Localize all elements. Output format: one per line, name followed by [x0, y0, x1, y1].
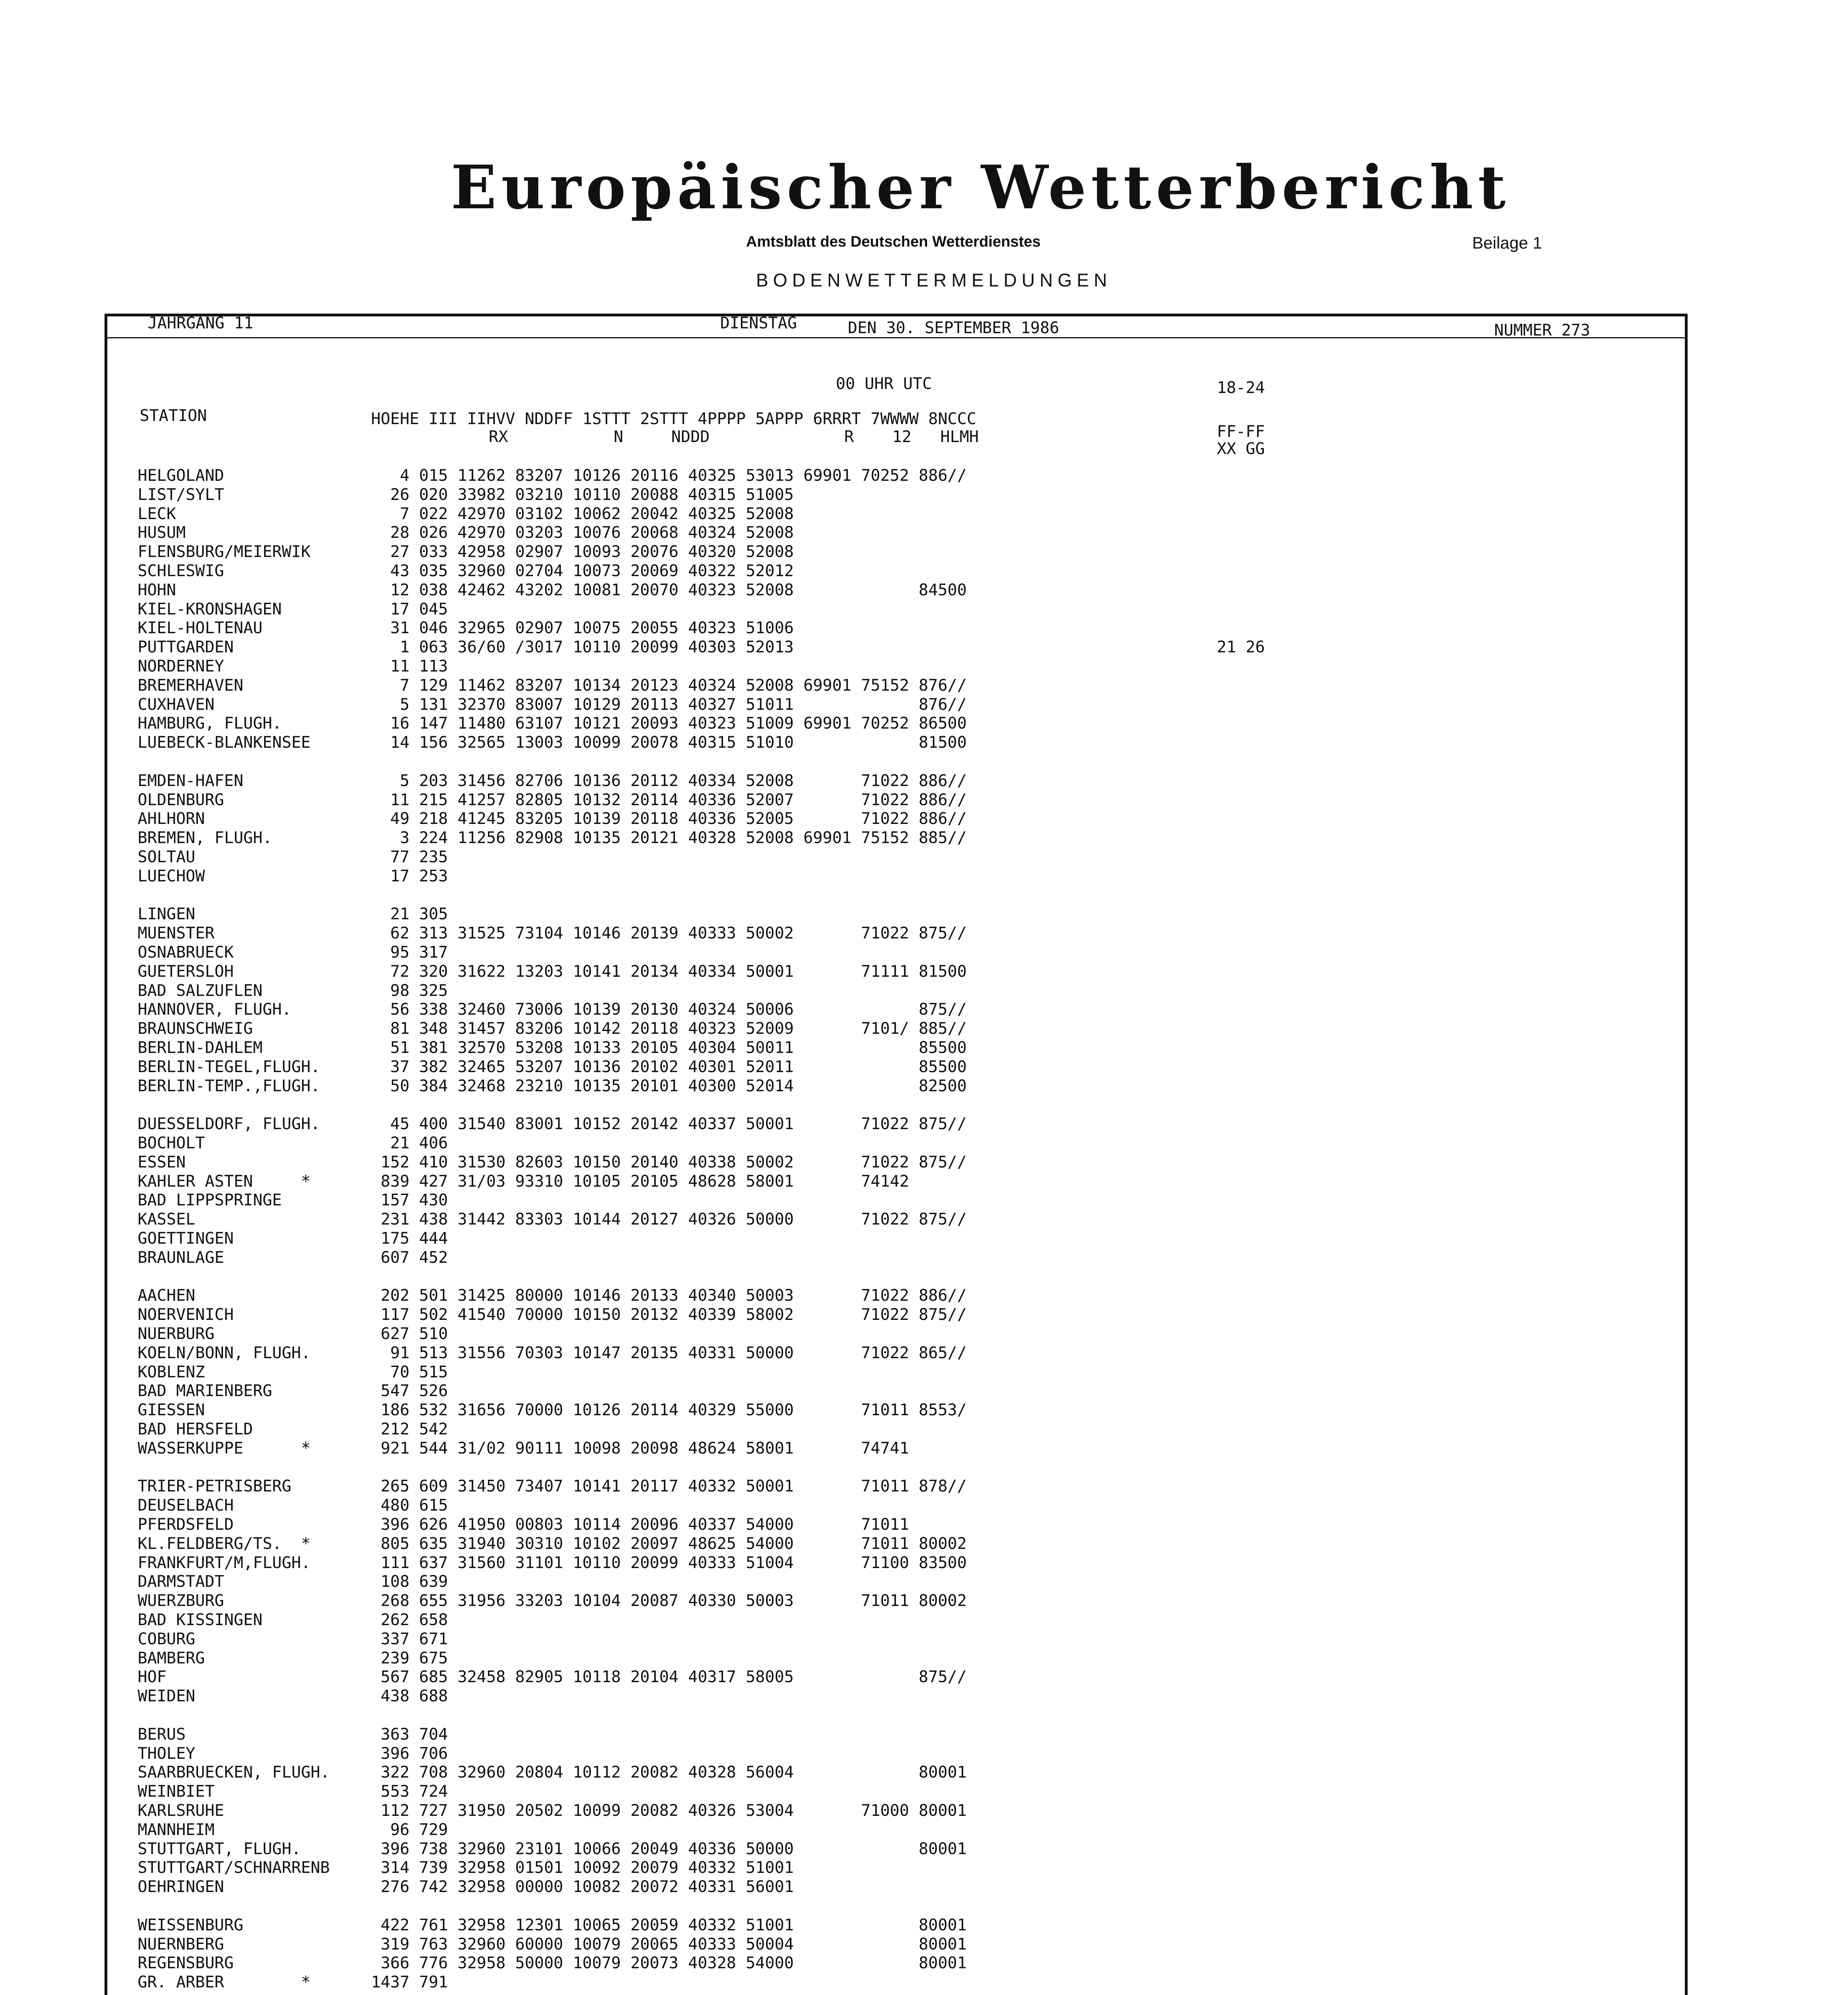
station-observation-codes: 363 704	[371, 1725, 448, 1744]
station-observation-codes: 37 382 32465 53207 10136 20102 40301 52011 85500	[371, 1058, 967, 1076]
station-name: BRAUNLAGE	[138, 1248, 224, 1267]
station-name: BERLIN-TEGEL,FLUGH.	[138, 1058, 320, 1076]
station-name: REGENSBURG	[138, 1954, 234, 1972]
station-observation-codes: 438 688	[371, 1687, 448, 1705]
station-observation-codes: 186 532 31656 70000 10126 20114 40329 55000 71011 8553/	[371, 1401, 967, 1419]
station-observation-codes: 17 253	[371, 867, 448, 885]
station-name: KOELN/BONN, FLUGH.	[138, 1344, 311, 1362]
wind-gust-values: 21 26	[1217, 638, 1265, 656]
station-name: HAMBURG, FLUGH.	[138, 714, 282, 733]
station-name: WEIDEN	[138, 1687, 195, 1705]
station-observation-codes: 314 739 32958 01501 10092 20079 40332 51001	[371, 1859, 794, 1877]
supplement-label: Beilage 1	[1472, 233, 1542, 252]
station-observation-codes: 43 035 32960 02704 10073 20069 40322 52012	[371, 562, 794, 580]
station-name: WASSERKUPPE *	[138, 1439, 311, 1458]
station-observation-codes: 98 325	[371, 982, 448, 1000]
station-observation-codes: 4 015 11262 83207 10126 20116 40325 53013 69901 70252 886//	[371, 466, 967, 485]
station-name: BREMERHAVEN	[138, 676, 243, 695]
station-observation-codes: 212 542	[371, 1420, 448, 1438]
station-observation-codes: 50 384 32468 23210 10135 20101 40300 52014 82500	[371, 1077, 967, 1095]
station-observation-codes: 265 609 31450 73407 10141 20117 40332 50001 71011 878//	[371, 1477, 967, 1495]
station-observation-codes: 553 724	[371, 1782, 448, 1801]
station-observation-codes: 108 639	[371, 1572, 448, 1591]
station-observation-codes: 322 708 32960 20804 10112 20082 40328 56004 80001	[371, 1763, 967, 1782]
station-name: MUENSTER	[138, 924, 215, 942]
station-observation-codes: 5 203 31456 82706 10136 20112 40334 52008 71022 886//	[371, 772, 967, 790]
station-name: FRANKFURT/M,FLUGH.	[138, 1554, 311, 1572]
station-name: BOCHOLT	[138, 1134, 205, 1152]
station-name: THOLEY	[138, 1744, 195, 1763]
volume-label: JAHRGANG 11	[148, 314, 253, 332]
date-label: DEN 30. SEPTEMBER 1986	[848, 319, 1059, 337]
station-observation-codes: 62 313 31525 73104 10146 20139 40333 50002 71022 875//	[371, 924, 967, 942]
station-name: LECK	[138, 505, 176, 523]
station-observation-codes: 7 022 42970 03102 10062 20042 40325 52008	[371, 505, 794, 523]
station-observation-codes: 26 020 33982 03210 10110 20088 40315 51005	[371, 486, 794, 504]
station-name: KAHLER ASTEN *	[138, 1172, 311, 1191]
station-observation-codes: 319 763 32960 60000 10079 20065 40333 50004 80001	[371, 1935, 967, 1954]
issue-number: NUMMER 273	[1494, 321, 1590, 340]
station-name: EMDEN-HAFEN	[138, 772, 243, 790]
station-name: KIEL-HOLTENAU	[138, 619, 263, 637]
station-name: BERLIN-DAHLEM	[138, 1039, 263, 1057]
station-observation-codes: 627 510	[371, 1325, 448, 1343]
station-observation-codes: 12 038 42462 43202 10081 20070 40323 52008 84500	[371, 581, 967, 599]
station-observation-codes: 21 406	[371, 1134, 448, 1152]
station-column-header: STATION	[140, 407, 207, 425]
station-name: AHLHORN	[138, 810, 205, 828]
station-observation-codes: 49 218 41245 83205 10139 20118 40336 52005 71022 886//	[371, 810, 967, 828]
station-name: PFERDSFELD	[138, 1515, 234, 1534]
code-column-subheaders: RX N NDDD R 12 HLMH	[489, 428, 979, 446]
station-name: KOBLENZ	[138, 1363, 205, 1381]
station-name: KIEL-KRONSHAGEN	[138, 600, 282, 618]
station-observation-codes: 21 305	[371, 905, 448, 923]
station-observation-codes: 31 046 32965 02907 10075 20055 40323 51006	[371, 619, 794, 637]
station-observation-codes: 396 626 41950 00803 10114 20096 40337 54000 71011	[371, 1515, 909, 1534]
station-observation-codes: 337 671	[371, 1630, 448, 1648]
station-name: STUTTGART/SCHNARRENB	[138, 1859, 330, 1877]
station-name: KASSEL	[138, 1210, 195, 1229]
station-observation-codes: 91 513 31556 70303 10147 20135 40331 50000 71022 865//	[371, 1344, 967, 1362]
station-observation-codes: 77 235	[371, 848, 448, 866]
station-observation-codes: 3 224 11256 82908 10135 20121 40328 52008 69901 75152 885//	[371, 829, 967, 847]
station-observation-codes: 45 400 31540 83001 10152 20142 40337 50001 71022 875//	[371, 1115, 967, 1133]
station-observation-codes: 157 430	[371, 1191, 448, 1209]
station-observation-codes: 202 501 31425 80000 10146 20133 40340 50003 71022 886//	[371, 1286, 967, 1305]
station-observation-codes: 96 729	[371, 1821, 448, 1839]
station-observation-codes: 95 317	[371, 943, 448, 962]
station-observation-codes: 16 147 11480 63107 10121 20093 40323 51009 69901 70252 86500	[371, 714, 967, 733]
station-observation-codes: 231 438 31442 83303 10144 20127 40326 50000 71022 875//	[371, 1210, 967, 1229]
station-name: ESSEN	[138, 1153, 186, 1171]
station-observation-codes: 51 381 32570 53208 10133 20105 40304 50011 85500	[371, 1039, 967, 1057]
station-observation-codes: 239 675	[371, 1649, 448, 1667]
station-name: BERLIN-TEMP.,FLUGH.	[138, 1077, 320, 1095]
station-observation-codes: 70 515	[371, 1363, 448, 1381]
station-observation-codes: 152 410 31530 82603 10150 20140 40338 50002 71022 875//	[371, 1153, 967, 1171]
station-name: CUXHAVEN	[138, 695, 215, 714]
station-name: LIST/SYLT	[138, 486, 224, 504]
station-observation-codes: 567 685 32458 82905 10118 20104 40317 58005 875//	[371, 1668, 967, 1686]
station-name: AACHEN	[138, 1286, 195, 1305]
station-name: DEUSELBACH	[138, 1496, 234, 1515]
report-title: Europäischer Wetterbericht	[451, 152, 1510, 223]
station-name: COBURG	[138, 1630, 195, 1648]
station-observation-codes: 396 738 32960 23101 10066 20049 40336 50000 80001	[371, 1840, 967, 1858]
code-column-headers: HOEHE III IIHVV NDDFF 1STTT 2STTT 4PPPP 5APPP 6RRRT 7WWWW 8NCCC	[371, 410, 977, 428]
station-observation-codes: 5 131 32370 83007 10129 20113 40327 51011 876//	[371, 695, 967, 714]
station-observation-codes: 262 658	[371, 1611, 448, 1629]
station-observation-codes: 396 706	[371, 1744, 448, 1763]
station-name: NUERBURG	[138, 1325, 215, 1343]
station-observation-codes: 28 026 42970 03203 10076 20068 40324 52008	[371, 523, 794, 542]
station-observation-codes: 112 727 31950 20502 10099 20082 40326 53004 71000 80001	[371, 1801, 967, 1820]
station-name: KL.FELDBERG/TS. *	[138, 1535, 311, 1553]
station-observation-codes: 111 637 31560 31101 10110 20099 40333 51004 71100 83500	[371, 1554, 967, 1572]
station-name: GIESSEN	[138, 1401, 205, 1419]
station-observation-codes: 268 655 31956 33203 10104 20087 40330 50003 71011 80002	[371, 1592, 967, 1610]
station-name: SCHLESWIG	[138, 562, 224, 580]
station-observation-codes: 7 129 11462 83207 10134 20123 40324 52008 69901 75152 876//	[371, 676, 967, 695]
station-observation-codes: 839 427 31/03 93310 10105 20105 48628 58001 74142	[371, 1172, 909, 1191]
station-observation-codes: 1437 791	[371, 1973, 448, 1991]
station-observation-codes: 366 776 32958 50000 10079 20073 40328 54000 80001	[371, 1954, 967, 1972]
station-name: BERUS	[138, 1725, 186, 1744]
station-observation-codes: 480 615	[371, 1496, 448, 1515]
station-observation-codes: 11 215 41257 82805 10132 20114 40336 52007 71022 886//	[371, 791, 967, 809]
station-name: WUERZBURG	[138, 1592, 224, 1610]
report-subtitle: Amtsblatt des Deutschen Wetterdienstes	[746, 233, 1041, 250]
station-name: BRAUNSCHWEIG	[138, 1019, 253, 1038]
station-observation-codes: 805 635 31940 30310 10102 20097 48625 54000 71011 80002	[371, 1535, 967, 1553]
station-name: NORDERNEY	[138, 657, 224, 676]
station-name: SAARBRUECKEN, FLUGH.	[138, 1763, 330, 1782]
station-name: HANNOVER, FLUGH.	[138, 1000, 292, 1019]
station-observation-codes: 117 502 41540 70000 10150 20132 40339 58002 71022 875//	[371, 1306, 967, 1324]
station-name: WEINBIET	[138, 1782, 215, 1801]
station-observation-codes: 1 063 36/60 /3017 10110 20099 40303 52013	[371, 638, 794, 656]
station-name: HOHN	[138, 581, 176, 599]
station-name: BAMBERG	[138, 1649, 205, 1667]
station-observation-codes: 175 444	[371, 1229, 448, 1248]
station-name: OEHRINGEN	[138, 1878, 224, 1896]
station-name: HELGOLAND	[138, 466, 224, 485]
station-observation-codes: 11 113	[371, 657, 448, 676]
station-observation-codes: 422 761 32958 12301 10065 20059 40332 51001 80001	[371, 1916, 967, 1934]
station-observation-codes: 14 156 32565 13003 10099 20078 40315 51010 81500	[371, 733, 967, 752]
section-heading: BODENWETTERMELDUNGEN	[756, 270, 1112, 290]
station-name: SOLTAU	[138, 848, 195, 866]
station-name: WEISSENBURG	[138, 1916, 243, 1934]
extra-column-header: FF-FF	[1217, 423, 1265, 441]
station-name: LUECHOW	[138, 867, 205, 885]
station-name: BAD SALZUFLEN	[138, 982, 263, 1000]
extra-time-range: 18-24	[1217, 379, 1265, 397]
station-name: BAD LIPPSPRINGE	[138, 1191, 282, 1209]
station-name: FLENSBURG/MEIERWIK	[138, 543, 311, 561]
station-name: NOERVENICH	[138, 1306, 234, 1324]
station-name: BAD MARIENBERG	[138, 1382, 272, 1400]
station-name: LINGEN	[138, 905, 195, 923]
station-name: GR. ARBER *	[138, 1973, 311, 1991]
station-observation-codes: 547 526	[371, 1382, 448, 1400]
station-name: DARMSTADT	[138, 1572, 224, 1591]
station-observation-codes: 276 742 32958 00000 10082 20072 40331 56001	[371, 1878, 794, 1896]
station-name: HUSUM	[138, 523, 186, 542]
station-name: BREMEN, FLUGH.	[138, 829, 272, 847]
station-name: GUETERSLOH	[138, 962, 234, 981]
observation-time: 00 UHR UTC	[836, 375, 932, 393]
station-name: OLDENBURG	[138, 791, 224, 809]
station-name: NUERNBERG	[138, 1935, 224, 1954]
station-name: LUEBECK-BLANKENSEE	[138, 733, 311, 752]
station-observation-codes: 17 045	[371, 600, 448, 618]
station-name: MANNHEIM	[138, 1821, 215, 1839]
station-observation-codes: 27 033 42958 02907 10093 20076 40320 52008	[371, 543, 794, 561]
station-observation-codes: 921 544 31/02 90111 10098 20098 48624 58001 74741	[371, 1439, 909, 1458]
station-name: HOF	[138, 1668, 167, 1686]
station-observation-codes: 81 348 31457 83206 10142 20118 40323 52009 7101/ 885//	[371, 1019, 967, 1038]
weekday-label: DIENSTAG	[720, 314, 797, 332]
station-name: GOETTINGEN	[138, 1229, 234, 1248]
station-name: DUESSELDORF, FLUGH.	[138, 1115, 320, 1133]
station-name: STUTTGART, FLUGH.	[138, 1840, 301, 1858]
station-name: TRIER-PETRISBERG	[138, 1477, 292, 1495]
station-observation-codes: 607 452	[371, 1248, 448, 1267]
station-observation-codes: 72 320 31622 13203 10141 20134 40334 50001 71111 81500	[371, 962, 967, 981]
station-name: KARLSRUHE	[138, 1801, 224, 1820]
station-name: BAD KISSINGEN	[138, 1611, 263, 1629]
station-name: BAD HERSFELD	[138, 1420, 253, 1438]
extra-column-subheader: XX GG	[1217, 440, 1265, 458]
station-name: PUTTGARDEN	[138, 638, 234, 656]
station-observation-codes: 56 338 32460 73006 10139 20130 40324 50006 875//	[371, 1000, 967, 1019]
frame-divider	[107, 337, 1685, 338]
station-name: OSNABRUECK	[138, 943, 234, 962]
